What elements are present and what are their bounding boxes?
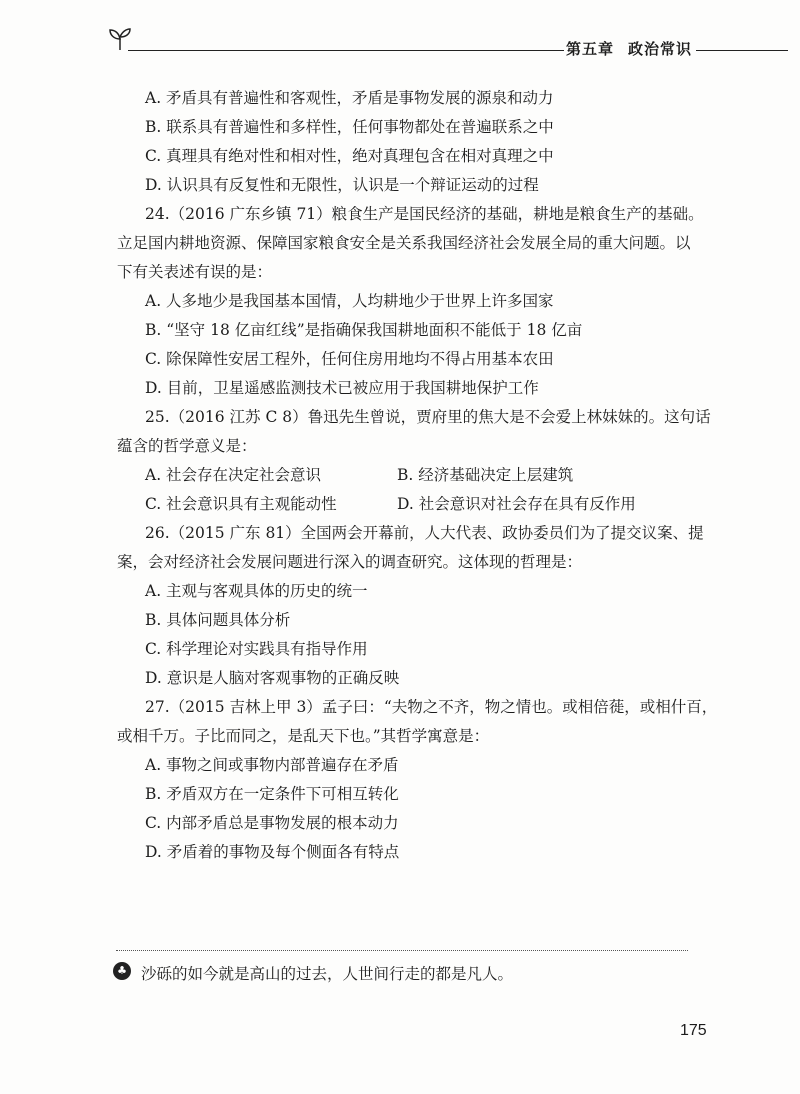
option-line: D. 认识具有反复性和无限性，认识是一个辩证运动的过程 xyxy=(145,176,539,194)
header-rule-left xyxy=(128,50,564,51)
chapter-number: 第五章 xyxy=(566,40,615,58)
option-line: C. 除保障性安居工程外，任何住房用地均不得占用基本农田 xyxy=(145,350,554,368)
option-line: D. 矛盾着的事物及每个侧面各有特点 xyxy=(145,843,400,861)
option-line: A. 主观与客观具体的历史的统一 xyxy=(145,582,368,600)
question-24-cont: 下有关表述有误的是： xyxy=(117,263,273,281)
option-line: C. 内部矛盾总是事物发展的根本动力 xyxy=(145,814,399,832)
question-26: 26.（2015 广东 81）全国两会开幕前，人大代表、政协委员们为了提交议案、提 xyxy=(145,524,704,542)
question-27: 27.（2015 吉林上甲 3）孟子曰：“夫物之不齐，物之情也。或相倍蓰，或相什百， xyxy=(145,698,718,716)
option-line: D. 意识是人脑对客观事物的正确反映 xyxy=(145,669,400,687)
option-line: A. 社会存在决定社会意识 xyxy=(145,466,322,484)
question-25: 25.（2016 江苏 C 8）鲁迅先生曾说，贾府里的焦大是不会爱上林妹妹的。这句话 xyxy=(145,408,711,426)
leaf-icon: ♣ xyxy=(113,962,131,980)
page-header xyxy=(108,26,788,56)
question-26-cont: 案，会对经济社会发展问题进行深入的调查研究。这体现的哲理是： xyxy=(117,553,583,571)
option-line: D. 社会意识对社会存在具有反作用 xyxy=(397,495,636,513)
option-line: A. 矛盾具有普遍性和客观性，矛盾是事物发展的源泉和动力 xyxy=(145,89,554,107)
option-line: B. 联系具有普遍性和多样性，任何事物都处在普遍联系之中 xyxy=(145,118,554,136)
sprout-icon xyxy=(108,26,132,52)
option-line: A. 事物之间或事物内部普遍存在矛盾 xyxy=(145,756,399,774)
question-24: 24.（2016 广东乡镇 71）粮食生产是国民经济的基础，耕地是粮食生产的基础。 xyxy=(145,205,704,223)
chapter-label xyxy=(566,38,692,59)
page-number: 175 xyxy=(680,1022,707,1039)
option-line: D. 目前，卫星遥感监测技术已被应用于我国耕地保护工作 xyxy=(145,379,539,397)
header-rule-right xyxy=(696,50,788,51)
option-line: A. 人多地少是我国基本国情，人均耕地少于世界上许多国家 xyxy=(145,292,554,310)
option-line: C. 社会意识具有主观能动性 xyxy=(145,495,337,513)
footer-quote: 沙砾的如今就是高山的过去，人世间行走的都是凡人。 xyxy=(141,965,514,983)
option-line: C. 真理具有绝对性和相对性，绝对真理包含在相对真理之中 xyxy=(145,147,554,165)
option-line: B. 矛盾双方在一定条件下可相互转化 xyxy=(145,785,399,803)
option-line: B. “坚守 18 亿亩红线”是指确保我国耕地面积不能低于 18 亿亩 xyxy=(145,321,583,339)
footer-divider xyxy=(116,950,688,951)
question-25-cont: 蕴含的哲学意义是： xyxy=(117,437,257,455)
question-24-cont: 立足国内耕地资源、保障国家粮食安全是关系我国经济社会发展全局的重大问题。以 xyxy=(117,234,691,252)
option-line: B. 具体问题具体分析 xyxy=(145,611,291,629)
option-line: C. 科学理论对实践具有指导作用 xyxy=(145,640,368,658)
option-line: B. 经济基础决定上层建筑 xyxy=(397,466,574,484)
question-27-cont: 或相千万。子比而同之，是乱天下也。”其哲学寓意是： xyxy=(117,727,490,745)
chapter-title: 政治常识 xyxy=(628,40,693,58)
